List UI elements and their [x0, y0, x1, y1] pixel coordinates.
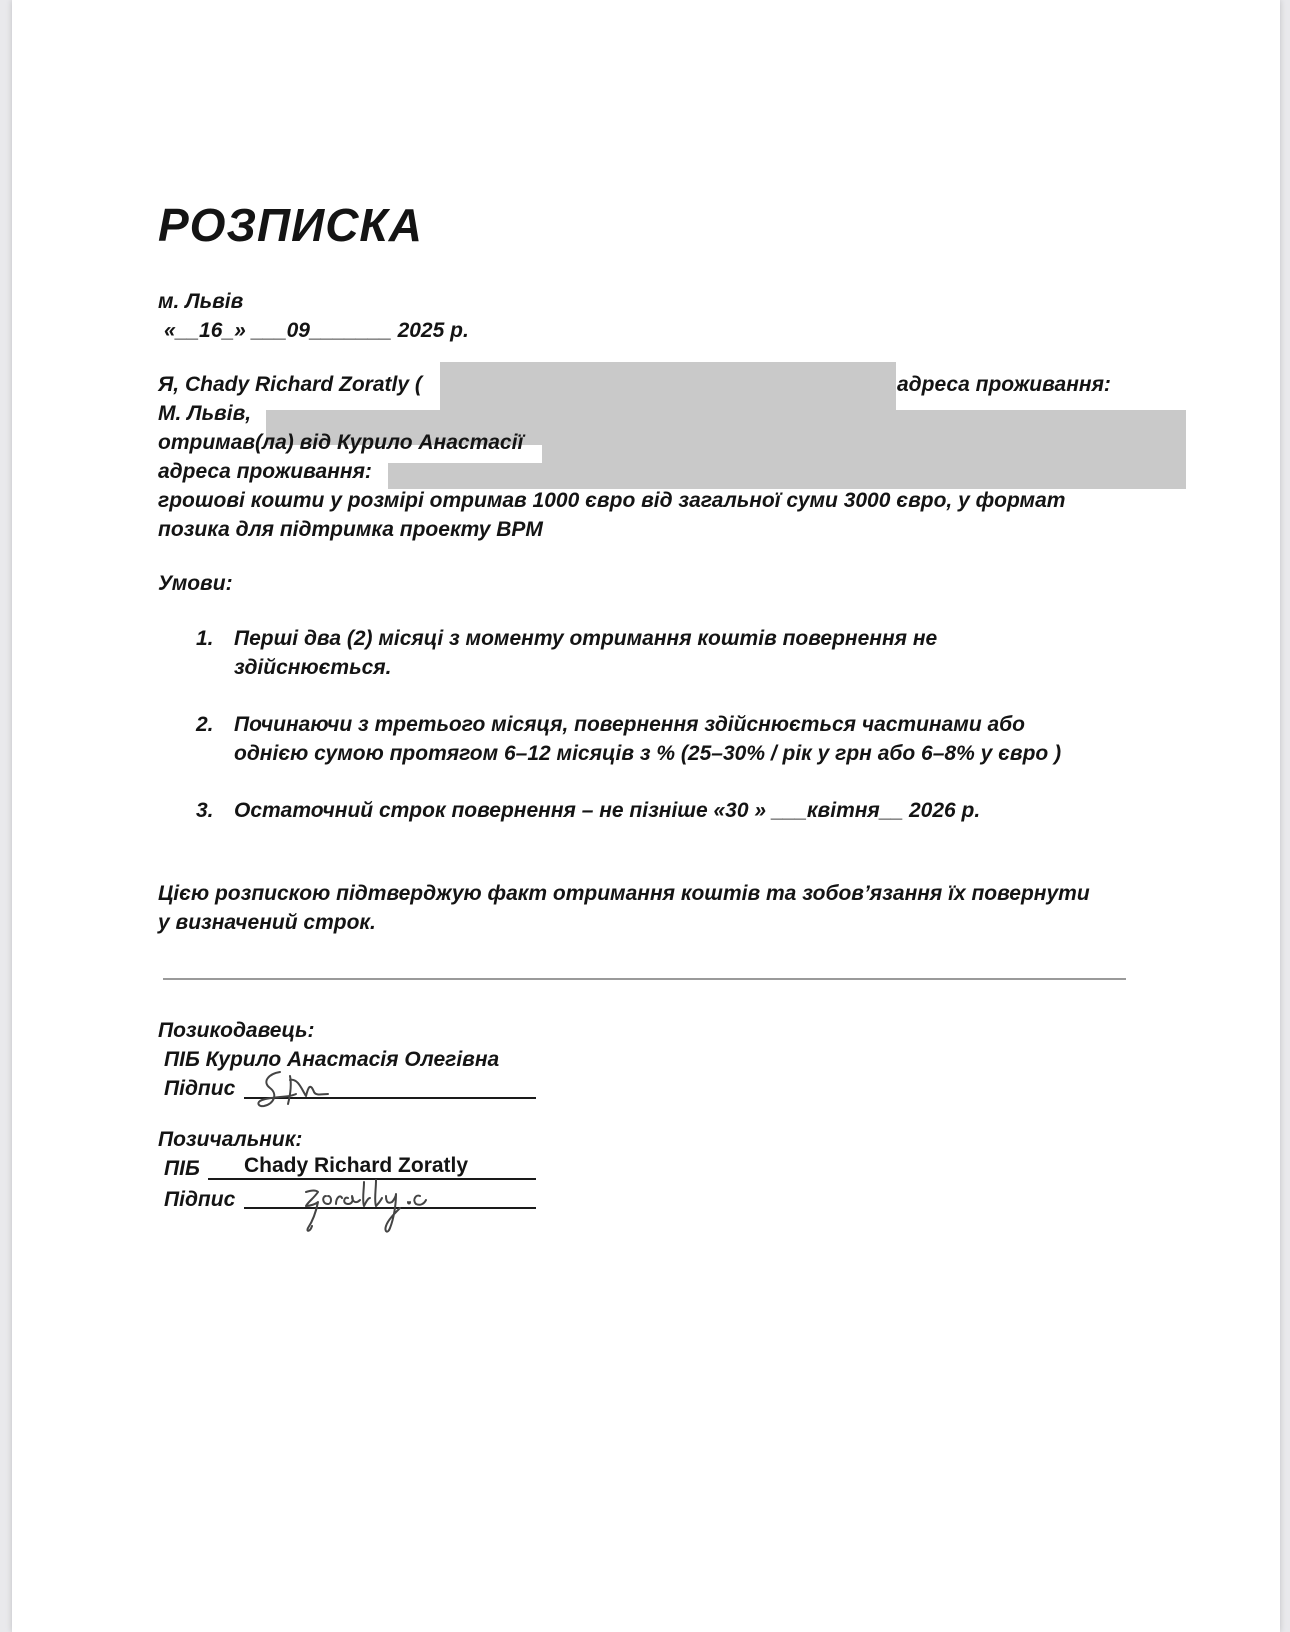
- lender-signature-icon: [250, 1068, 350, 1112]
- borrower-pib-label: ПІБ: [164, 1157, 200, 1180]
- lender-name: ПІБ Курило Анастасія Олегівна: [164, 1048, 500, 1071]
- place-text: м. Львів: [158, 290, 244, 313]
- borrower-label: Позичальник:: [158, 1128, 303, 1151]
- condition-number: 2.: [196, 713, 214, 736]
- condition-number: 1.: [196, 627, 214, 650]
- lender-signature-label: Підпис: [164, 1077, 236, 1100]
- declarant-line: Я, Chady Richard Zoratly (: [158, 373, 422, 396]
- condition-text: Починаючи з третього місяця, повернення здійснюється частинами або: [234, 713, 1025, 736]
- section-divider: [163, 978, 1126, 980]
- condition-text: Остаточний строк повернення – не пізніше «30 » ___квітня__ 2026 р.: [234, 799, 981, 822]
- received-from-line: отримав(ла) від Курило Анастасії: [158, 431, 524, 454]
- condition-text: однією сумою протягом 6–12 місяців з % (25–30% / рік у грн або 6–8% у євро ): [234, 742, 1062, 765]
- purpose-line: позика для підтримка проекту ВРМ: [158, 518, 543, 541]
- confirmation-text: Цією розпискою підтверджую факт отримання коштів та зобов’язання їх повернути: [158, 882, 1090, 905]
- borrower-name: Chady Richard Zoratly: [244, 1154, 469, 1177]
- lender-label: Позикодавець:: [158, 1019, 315, 1042]
- redaction-block: [388, 463, 1186, 489]
- confirmation-text: у визначений строк.: [158, 911, 376, 934]
- condition-number: 3.: [196, 799, 214, 822]
- redaction-block: [440, 362, 896, 410]
- document-title: РОЗПИСКА: [158, 199, 423, 251]
- borrower-signature-icon: [304, 1178, 456, 1236]
- conditions-heading: Умови:: [158, 572, 233, 595]
- document-page: [12, 0, 1280, 1632]
- borrower-signature-label: Підпис: [164, 1188, 236, 1211]
- condition-text: здійснюється.: [234, 656, 392, 679]
- condition-text: Перші два (2) місяці з моменту отримання коштів повернення не: [234, 627, 938, 650]
- amount-line: грошові кошти у розмірі отримав 1000 євро від загальної суми 3000 євро, у формат: [158, 489, 1066, 512]
- city-line: М. Львів,: [158, 402, 252, 425]
- date-line: «__16_» ___09_______ 2025 р.: [164, 319, 469, 342]
- lender-address-label: адреса проживання:: [158, 460, 372, 483]
- address-label: адреса проживання:: [897, 373, 1111, 396]
